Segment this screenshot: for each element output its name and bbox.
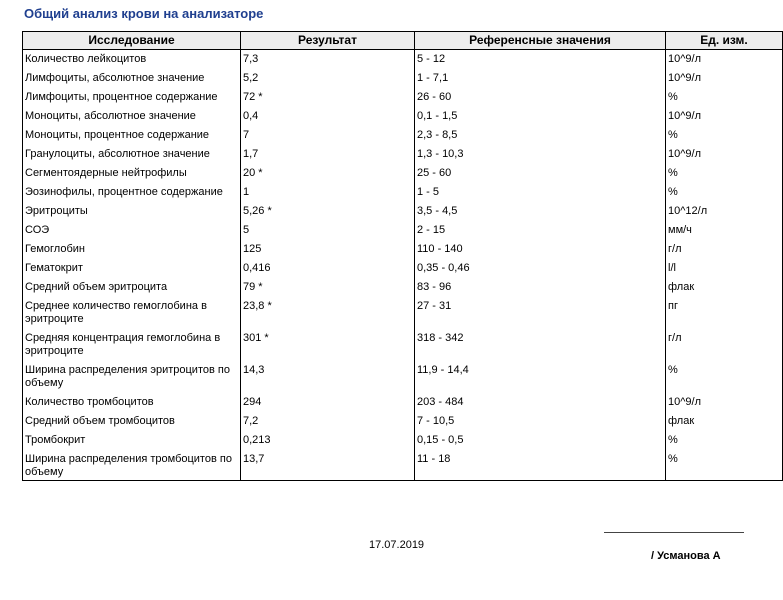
cell-result: 1 <box>241 183 415 202</box>
cell-name: Гемоглобин <box>23 240 241 259</box>
cell-name: Лимфоциты, абсолютное значение <box>23 69 241 88</box>
cell-result: 7 <box>241 126 415 145</box>
cell-name: Среднее количество гемоглобина в эритроците <box>23 297 241 329</box>
table-row <box>23 50 783 70</box>
cell-result: 79 * <box>241 278 415 297</box>
cell-name: СОЭ <box>23 221 241 240</box>
cell-name: Средняя концентрация гемоглобина в эритроците <box>23 329 241 361</box>
cell-result: 72 * <box>241 88 415 107</box>
cell-name: Гематокрит <box>23 259 241 278</box>
cell-unit: флак <box>666 412 783 431</box>
cell-unit: 10^9/л <box>666 50 783 70</box>
cell-result: 13,7 <box>241 450 415 481</box>
cell-reference: 83 - 96 <box>415 278 666 297</box>
cell-unit: 10^12/л <box>666 202 783 221</box>
cell-reference: 0,15 - 0,5 <box>415 431 666 450</box>
table-row <box>23 145 783 164</box>
signature-line <box>604 532 744 533</box>
cell-unit: флак <box>666 278 783 297</box>
header-reference: Референсные значения <box>415 32 666 50</box>
table-row <box>23 297 783 329</box>
cell-name: Количество тромбоцитов <box>23 393 241 412</box>
table-row <box>23 412 783 431</box>
signer-name: / Усманова А <box>651 550 721 562</box>
cell-result: 301 * <box>241 329 415 361</box>
table-row <box>23 183 783 202</box>
cell-reference: 26 - 60 <box>415 88 666 107</box>
cell-reference: 3,5 - 4,5 <box>415 202 666 221</box>
cell-unit: г/л <box>666 329 783 361</box>
cell-reference: 27 - 31 <box>415 297 666 329</box>
cell-name: Сегментоядерные нейтрофилы <box>23 164 241 183</box>
cell-result: 0,213 <box>241 431 415 450</box>
cell-name: Лимфоциты, процентное содержание <box>23 88 241 107</box>
cell-name: Эритроциты <box>23 202 241 221</box>
cell-result: 294 <box>241 393 415 412</box>
table-row <box>23 107 783 126</box>
cell-unit: % <box>666 431 783 450</box>
table-row <box>23 361 783 393</box>
table-row <box>23 126 783 145</box>
cell-reference: 11,9 - 14,4 <box>415 361 666 393</box>
cell-unit: % <box>666 164 783 183</box>
cell-result: 14,3 <box>241 361 415 393</box>
table-row <box>23 221 783 240</box>
cell-result: 1,7 <box>241 145 415 164</box>
table-row <box>23 393 783 412</box>
cell-name: Ширина распределения тромбоцитов по объему <box>23 450 241 481</box>
cell-reference: 0,35 - 0,46 <box>415 259 666 278</box>
cell-unit: пг <box>666 297 783 329</box>
cell-result: 5,26 * <box>241 202 415 221</box>
cell-name: Эозинофилы, процентное содержание <box>23 183 241 202</box>
cell-result: 0,416 <box>241 259 415 278</box>
table-header-row <box>23 32 783 50</box>
cell-reference: 5 - 12 <box>415 50 666 70</box>
cell-reference: 1 - 7,1 <box>415 69 666 88</box>
cell-name: Гранулоциты, абсолютное значение <box>23 145 241 164</box>
cell-unit: 10^9/л <box>666 145 783 164</box>
table-row <box>23 259 783 278</box>
cell-unit: % <box>666 88 783 107</box>
cell-unit: г/л <box>666 240 783 259</box>
cell-unit: % <box>666 183 783 202</box>
cell-reference: 2 - 15 <box>415 221 666 240</box>
cell-result: 7,2 <box>241 412 415 431</box>
cell-unit: % <box>666 126 783 145</box>
cell-name: Средний объем эритроцита <box>23 278 241 297</box>
cell-unit: 10^9/л <box>666 69 783 88</box>
table-row <box>23 450 783 481</box>
page-title: Общий анализ крови на анализаторе <box>24 6 264 21</box>
cell-reference: 2,3 - 8,5 <box>415 126 666 145</box>
cell-reference: 203 - 484 <box>415 393 666 412</box>
cell-result: 20 * <box>241 164 415 183</box>
table-row <box>23 278 783 297</box>
header-study: Исследование <box>23 32 241 50</box>
table-row <box>23 164 783 183</box>
results-table <box>22 31 783 481</box>
header-result: Результат <box>241 32 415 50</box>
cell-reference: 25 - 60 <box>415 164 666 183</box>
cell-reference: 318 - 342 <box>415 329 666 361</box>
cell-unit: 10^9/л <box>666 393 783 412</box>
cell-result: 5 <box>241 221 415 240</box>
table-row <box>23 240 783 259</box>
cell-reference: 7 - 10,5 <box>415 412 666 431</box>
cell-name: Тромбокрит <box>23 431 241 450</box>
cell-reference: 110 - 140 <box>415 240 666 259</box>
table-row <box>23 329 783 361</box>
table-row <box>23 69 783 88</box>
table-row <box>23 431 783 450</box>
table-row <box>23 202 783 221</box>
cell-name: Количество лейкоцитов <box>23 50 241 70</box>
cell-reference: 1 - 5 <box>415 183 666 202</box>
table-row <box>23 88 783 107</box>
cell-unit: мм/ч <box>666 221 783 240</box>
header-unit: Ед. изм. <box>666 32 783 50</box>
cell-name: Ширина распределения эритроцитов по объему <box>23 361 241 393</box>
cell-name: Моноциты, процентное содержание <box>23 126 241 145</box>
cell-result: 125 <box>241 240 415 259</box>
cell-unit: % <box>666 361 783 393</box>
cell-reference: 11 - 18 <box>415 450 666 481</box>
cell-reference: 1,3 - 10,3 <box>415 145 666 164</box>
cell-reference: 0,1 - 1,5 <box>415 107 666 126</box>
cell-result: 0,4 <box>241 107 415 126</box>
cell-name: Моноциты, абсолютное значение <box>23 107 241 126</box>
cell-name: Средний объем тромбоцитов <box>23 412 241 431</box>
report-date: 17.07.2019 <box>369 539 425 551</box>
cell-unit: % <box>666 450 783 481</box>
cell-unit: 10^9/л <box>666 107 783 126</box>
cell-unit: l/l <box>666 259 783 278</box>
cell-result: 5,2 <box>241 69 415 88</box>
cell-result: 7,3 <box>241 50 415 70</box>
cell-result: 23,8 * <box>241 297 415 329</box>
